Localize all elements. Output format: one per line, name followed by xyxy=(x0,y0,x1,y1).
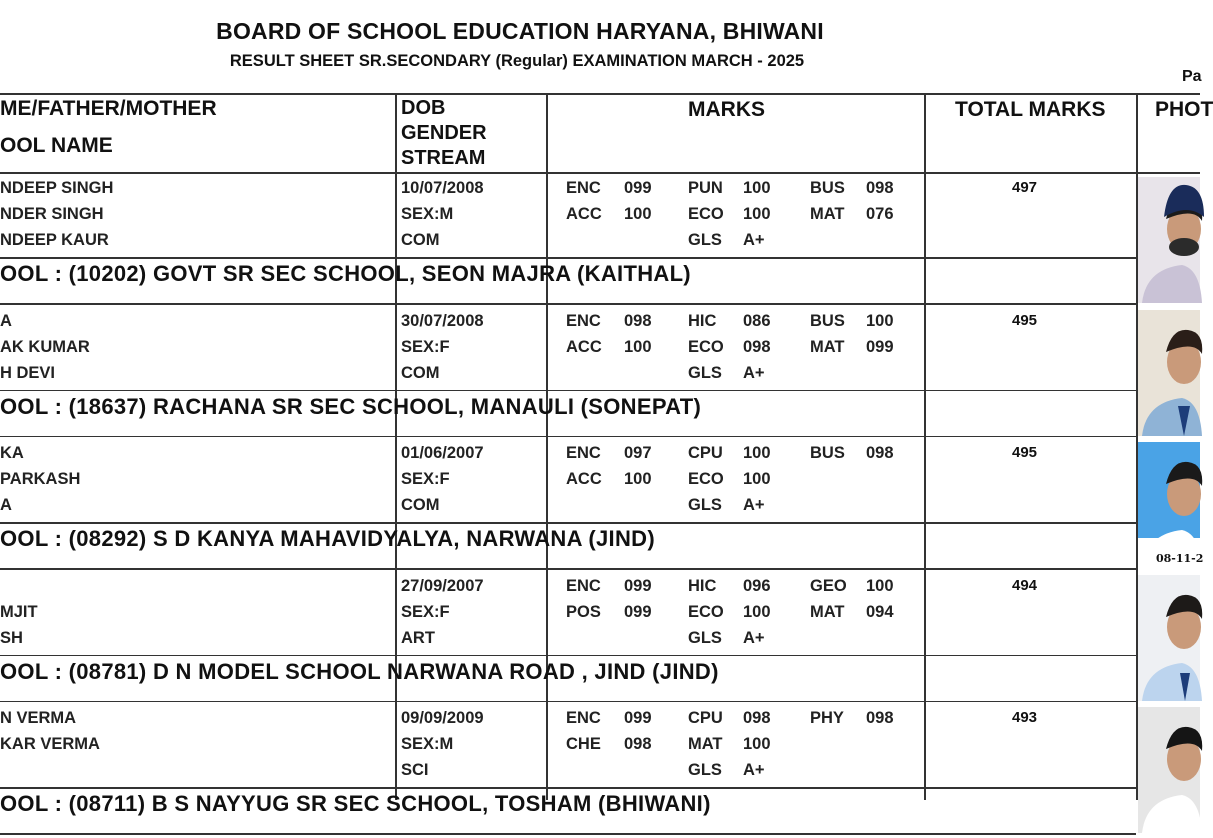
father-name: MJIT xyxy=(0,602,38,621)
record-mid-rule xyxy=(0,390,1136,392)
subject-mark: 100 xyxy=(743,205,771,223)
subject-mark: 100 xyxy=(743,735,771,753)
father-name: PARKASH xyxy=(0,470,81,488)
subject-code: BUS xyxy=(810,311,845,330)
subject-mark: 100 xyxy=(743,444,771,462)
stream-value: SCI xyxy=(401,761,429,779)
total-marks-value: 495 xyxy=(1012,311,1038,329)
col-rule-dob xyxy=(395,93,397,800)
subject-code: ECO xyxy=(688,470,724,488)
subject-code: POS xyxy=(566,602,601,621)
subject-code: ECO xyxy=(688,205,724,223)
stream-value: ART xyxy=(401,628,435,647)
subject-mark: A+ xyxy=(743,761,765,779)
subject-mark: A+ xyxy=(743,363,765,382)
subject-code: CHE xyxy=(566,735,601,753)
record-mid-rule xyxy=(0,787,1136,789)
gender-value: SEX:F xyxy=(401,602,450,621)
record-bottom-rule xyxy=(0,701,1136,703)
gender-value: SEX:M xyxy=(401,205,454,223)
subject-mark: 100 xyxy=(743,470,771,488)
subject-mark: 098 xyxy=(624,311,652,330)
stream-value: COM xyxy=(401,231,440,249)
student-name: KA xyxy=(0,444,24,462)
subject-mark: 098 xyxy=(866,444,894,462)
subject-code: GLS xyxy=(688,761,722,779)
dob-value: 09/09/2009 xyxy=(401,709,484,727)
col-rule-marks xyxy=(546,93,548,800)
subject-mark: 098 xyxy=(624,735,652,753)
mother-name: SH xyxy=(0,628,23,647)
subject-code: ACC xyxy=(566,205,602,223)
subject-code: ENC xyxy=(566,311,601,330)
header-bottom-rule xyxy=(0,172,1200,174)
record-bottom-rule xyxy=(0,568,1136,570)
record-mid-rule xyxy=(0,257,1136,259)
subject-code: GEO xyxy=(810,576,847,595)
student-photo xyxy=(1138,310,1200,436)
subject-mark: 100 xyxy=(743,179,771,197)
stream-value: COM xyxy=(401,496,440,514)
subject-code: BUS xyxy=(810,444,845,462)
school-name: OOL : (08292) S D KANYA MAHAVIDYALYA, NARWANA (JIND) xyxy=(0,526,655,551)
subject-code: PUN xyxy=(688,179,723,197)
total-marks-value: 493 xyxy=(1012,709,1038,726)
col-gender-header: GENDER xyxy=(401,122,487,144)
subject-code: MAT xyxy=(810,205,845,223)
dob-value: 10/07/2008 xyxy=(401,179,484,197)
student-photo xyxy=(1138,177,1200,303)
subject-code: MAT xyxy=(810,337,845,356)
subject-code: MAT xyxy=(810,602,845,621)
subject-code: CPU xyxy=(688,709,723,727)
mother-name: NDEEP KAUR xyxy=(0,231,109,249)
school-name: OOL : (08711) B S NAYYUG SR SEC SCHOOL, TOSHAM (BHIWANI) xyxy=(0,791,711,816)
subject-mark: 100 xyxy=(866,311,894,330)
subject-code: HIC xyxy=(688,311,717,330)
subject-code: ECO xyxy=(688,337,724,356)
subject-code: GLS xyxy=(688,496,722,514)
total-marks-value: 494 xyxy=(1012,576,1038,594)
total-marks-value: 495 xyxy=(1012,444,1038,461)
school-name: OOL : (18637) RACHANA SR SEC SCHOOL, MANAULI (SONEPAT) xyxy=(0,393,702,419)
subject-mark: 098 xyxy=(743,337,771,356)
mother-name: H DEVI xyxy=(0,363,56,382)
subject-code: CPU xyxy=(688,444,723,462)
record-bottom-rule xyxy=(0,303,1136,305)
subject-mark: 100 xyxy=(624,205,652,223)
dob-value: 27/09/2007 xyxy=(401,576,484,595)
student-name: N VERMA xyxy=(0,709,77,727)
result-sheet-subtitle: RESULT SHEET SR.SECONDARY (Regular) EXAMINATION MARCH - 2025 xyxy=(229,52,805,70)
photo-date-stamp: 08-11-2 xyxy=(1156,552,1204,565)
subject-mark: 099 xyxy=(624,576,652,595)
subject-mark: 086 xyxy=(743,311,771,330)
col-dob-header: DOB xyxy=(401,97,446,119)
subject-code: ENC xyxy=(566,444,601,462)
subject-mark: 100 xyxy=(866,576,894,595)
subject-mark: A+ xyxy=(743,628,765,647)
subject-mark: 100 xyxy=(624,337,652,356)
subject-mark: 100 xyxy=(743,602,771,621)
col-total-header: TOTAL MARKS xyxy=(955,98,1106,121)
col-school-header: OOL NAME xyxy=(0,134,113,157)
subject-mark: 099 xyxy=(624,709,652,727)
record-bottom-rule xyxy=(0,833,1136,835)
subject-mark: 099 xyxy=(624,179,652,197)
subject-mark: A+ xyxy=(743,496,765,514)
student-name: A xyxy=(0,311,12,330)
subject-code: ACC xyxy=(566,337,602,356)
subject-code: PHY xyxy=(810,709,844,727)
student-photo xyxy=(1138,575,1200,701)
subject-mark: 098 xyxy=(866,179,894,197)
father-name: AK KUMAR xyxy=(0,337,90,356)
school-name: OOL : (08781) D N MODEL SCHOOL NARWANA ROAD , JIND (JIND) xyxy=(0,658,719,684)
record-mid-rule xyxy=(0,655,1136,657)
dob-value: 30/07/2008 xyxy=(401,311,484,330)
dob-value: 01/06/2007 xyxy=(401,444,484,462)
subject-mark: A+ xyxy=(743,231,765,249)
col-photo-header: PHOT xyxy=(1155,98,1213,121)
gender-value: SEX:F xyxy=(401,337,450,356)
subject-mark: 094 xyxy=(866,602,894,621)
subject-code: MAT xyxy=(688,735,723,753)
subject-mark: 076 xyxy=(866,205,894,223)
subject-code: ENC xyxy=(566,576,601,595)
col-name-header: ME/FATHER/MOTHER xyxy=(0,97,217,120)
mother-name: A xyxy=(0,496,12,514)
subject-mark: 099 xyxy=(624,602,652,621)
subject-code: ACC xyxy=(566,470,602,488)
board-title: BOARD OF SCHOOL EDUCATION HARYANA, BHIWANI xyxy=(216,18,824,44)
subject-code: ECO xyxy=(688,602,724,621)
subject-code: ENC xyxy=(566,179,601,197)
col-rule-total xyxy=(924,93,926,800)
record-mid-rule xyxy=(0,522,1136,524)
subject-mark: 097 xyxy=(624,444,652,462)
col-marks-header: MARKS xyxy=(688,98,765,121)
subject-code: GLS xyxy=(688,628,722,647)
subject-mark: 098 xyxy=(866,709,894,727)
page-label: Pa xyxy=(1182,68,1202,85)
col-stream-header: STREAM xyxy=(401,147,486,169)
total-marks-value: 497 xyxy=(1012,179,1038,196)
student-photo xyxy=(1138,707,1200,833)
subject-mark: 098 xyxy=(743,709,771,727)
student-name: NDEEP SINGH xyxy=(0,179,114,197)
table-top-rule xyxy=(0,93,1200,95)
subject-code: HIC xyxy=(688,576,717,595)
stream-value: COM xyxy=(401,363,440,382)
subject-mark: 099 xyxy=(866,337,894,356)
student-photo xyxy=(1138,442,1200,568)
gender-value: SEX:M xyxy=(401,735,454,753)
subject-code: GLS xyxy=(688,363,722,382)
subject-mark: 100 xyxy=(624,470,652,488)
subject-code: BUS xyxy=(810,179,845,197)
record-bottom-rule xyxy=(0,436,1136,438)
subject-code: GLS xyxy=(688,231,722,249)
subject-mark: 096 xyxy=(743,576,771,595)
school-name: OOL : (10202) GOVT SR SEC SCHOOL, SEON MAJRA (KAITHAL) xyxy=(0,261,691,286)
father-name: KAR VERMA xyxy=(0,735,100,753)
father-name: NDER SINGH xyxy=(0,205,104,223)
subject-code: ENC xyxy=(566,709,601,727)
gender-value: SEX:F xyxy=(401,470,450,488)
